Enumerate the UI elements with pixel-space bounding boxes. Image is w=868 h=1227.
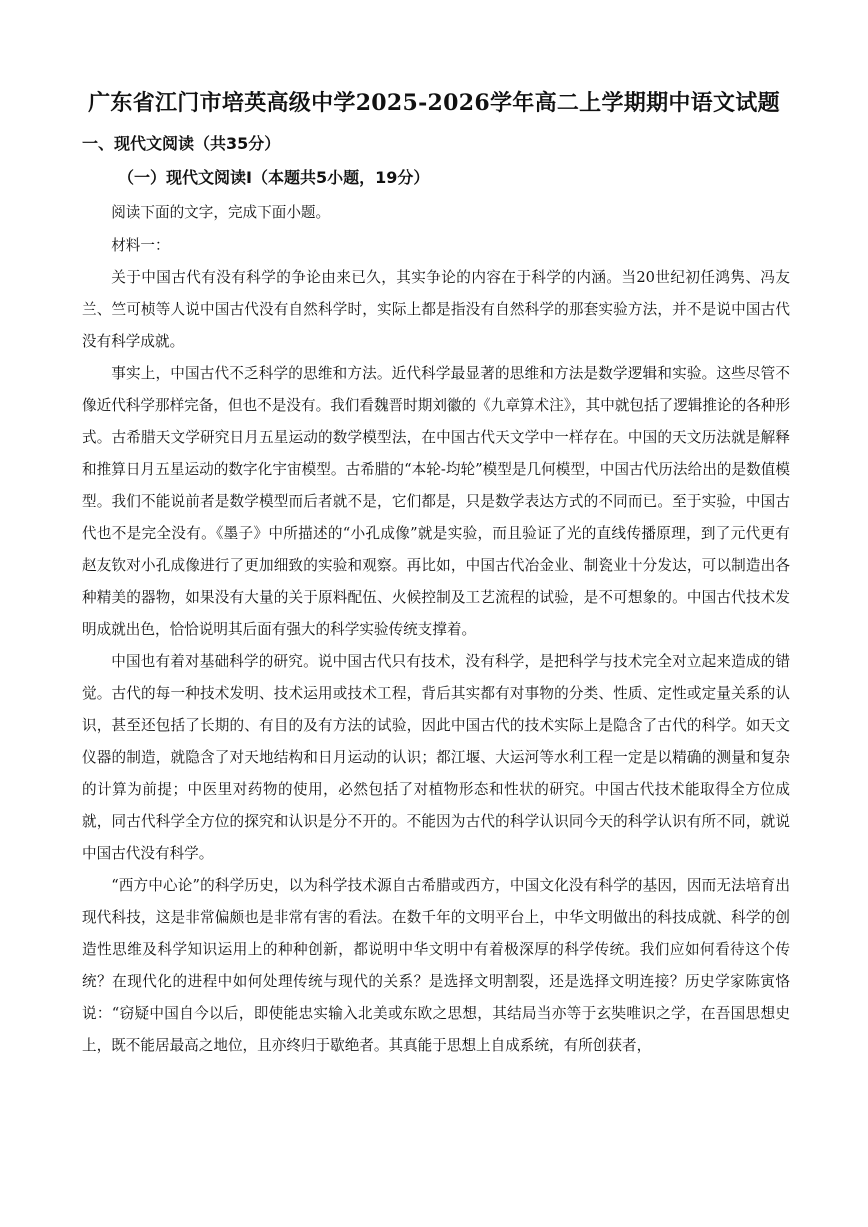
paragraph: 中国也有着对基础科学的研究。说中国古代只有技术，没有科学，是把科学与技术完全对立起来造成的错觉。古代的每一种技术发明、技术运用或技术工程，背后其实都有对事物的分类、性质、定性或定量关系的认识，甚至还包括了长期的、有目的及有方法的试验，因此中国古代的技术实际上是隐含了古代的科学。如天文仪器的制造，就隐含了对天地结构和日月运动的认识；都江堰、大运河等水利工程一定是以精确的测量和复杂的计算为前提；中医里对药物的使用，必然包括了对植物形态和性状的研究。中国古代技术能取得全方位成就，同古代科学全方位的探究和认识是分不开的。不能因为古代的科学认识同今天的科学认识有所不同，就说中国古代没有科学。: [82, 653, 790, 862]
reading-passage: [82, 262, 790, 1062]
document-title: 广东省江门市培英高级中学2025-2026学年高二上学期期中语文试题: [88, 90, 780, 116]
subsection-heading: （一）现代文阅读Ⅰ（本题共5小题，19分）: [118, 168, 430, 187]
reading-instruction: 阅读下面的文字，完成下面小题。: [111, 204, 331, 221]
paragraph: 事实上，中国古代不乏科学的思维和方法。近代科学最显著的思维和方法是数学逻辑和实验。这些尽管不像近代科学那样完备，但也不是没有。我们看魏晋时期刘徽的《九章算术注》，其中就包括了逻辑推论的各种形式。古希腊天文学研究日月五星运动的数学模型法，在中国古代天文学中一样存在。中国的天文历法就是解释和推算日月五星运动的数字化宇宙模型。古希腊的“本轮-均轮”模型是几何模型，中国古代历法给出的是数值模型。我们不能说前者是数学模型而后者就不是，它们都是，只是数学表达方式的不同而已。至于实验，中国古代也不是完全没有。《墨子》中所描述的“小孔成像”就是实验，而且验证了光的直线传播原理，到了元代更有赵友钦对小孔成像进行了更加细致的实验和观察。再比如，中国古代冶金业、制瓷业十分发达，可以制造出各种精美的器物，如果没有大量的关于原料配伍、火候控制及工艺流程的试验，是不可想象的。中国古代技术发明成就出色，恰恰说明其后面有强大的科学实验传统支撑着。: [82, 365, 790, 638]
paragraph: 关于中国古代有没有科学的争论由来已久，其实争论的内容在于科学的内涵。当20世纪初任鸿隽、冯友兰、竺可桢等人说中国古代没有自然科学时，实际上都是指没有自然科学的那套实验方法，并不是说中国古代没有科学成就。: [82, 269, 790, 350]
section-heading: 一、现代文阅读（共35分）: [82, 134, 281, 153]
paragraph: “西方中心论”的科学历史，以为科学技术源自古希腊或西方，中国文化没有科学的基因，因而无法培育出现代科技，这是非常偏颇也是非常有害的看法。在数千年的文明平台上，中华文明做出的科技成就、科学的创造性思维及科学知识运用上的种种创新，都说明中华文明中有着极深厚的科学传统。我们应如何看待这个传统？在现代化的进程中如何处理传统与现代的关系？是选择文明割裂，还是选择文明连接？历史学家陈寅恪说：“窃疑中国自今以后，即使能忠实输入北美或东欧之思想，其结局当亦等于玄奘唯识之学，在吾国思想史上，既不能居最高之地位，且亦终归于歇绝者。其真能于思想上自成系统，有所创获者，: [82, 877, 790, 1054]
material-label: 材料一：: [111, 237, 170, 254]
